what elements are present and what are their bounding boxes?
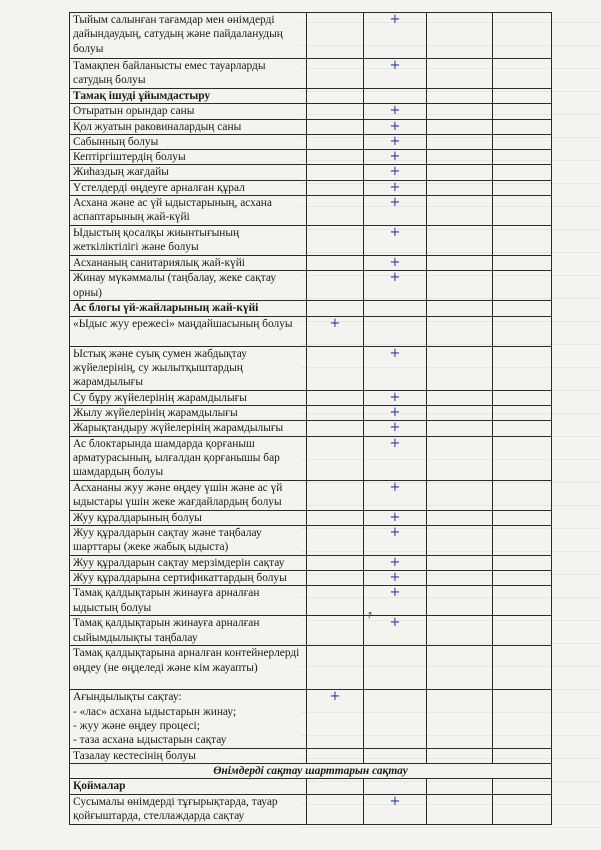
- check-cell-2[interactable]: [364, 180, 427, 195]
- check-cell-2[interactable]: [364, 256, 427, 271]
- section-row: [70, 89, 552, 104]
- requirement-cell: Кептіргіштердің болуы: [70, 150, 307, 165]
- check-cell-4[interactable]: [493, 779, 552, 794]
- check-cell-1[interactable]: [307, 196, 364, 226]
- check-cell-4[interactable]: [493, 571, 552, 586]
- section-heading: Тамақ ішуді ұйымдастыру: [70, 89, 307, 104]
- check-cell-4[interactable]: [493, 119, 552, 134]
- check-mark-plus: +: [389, 390, 401, 405]
- check-cell-1[interactable]: [307, 690, 364, 748]
- check-mark-plus: +: [329, 689, 341, 705]
- table-row: [70, 59, 552, 89]
- check-cell-2[interactable]: [364, 226, 427, 256]
- check-cell-2[interactable]: [364, 571, 427, 586]
- requirement-cell: Тамақпен байланысты емес тауарларды сатудың болуы: [70, 59, 307, 89]
- check-cell-2[interactable]: [364, 690, 427, 748]
- check-mark-plus: +: [389, 480, 401, 495]
- table-row: [70, 165, 552, 180]
- check-cell-3[interactable]: [427, 256, 493, 271]
- check-cell-4[interactable]: [493, 525, 552, 555]
- table-row: [70, 316, 552, 346]
- requirement-cell: Жинау мүкәммалы (таңбалау, жеке сақтау орны): [70, 271, 307, 301]
- check-mark-plus: +: [389, 570, 401, 586]
- table-row: [70, 346, 552, 390]
- check-mark-plus: +: [389, 164, 401, 180]
- check-cell-2[interactable]: [364, 405, 427, 420]
- requirement-cell: Ағындылықты сақтау: - «лас» асхана ыдыстарын жинау; - жуу және өңдеу процесі; - таза асхана ыдыстарын сақтау: [70, 690, 307, 748]
- check-cell-3[interactable]: [427, 316, 493, 346]
- check-cell-2[interactable]: [364, 301, 427, 316]
- check-mark-plus: +: [389, 270, 401, 286]
- checklist-table: [69, 12, 552, 825]
- check-cell-1[interactable]: [307, 571, 364, 586]
- check-cell-1[interactable]: [307, 104, 364, 119]
- check-cell-2[interactable]: [364, 436, 427, 480]
- table-row: [70, 690, 552, 748]
- requirement-cell: Сусымалы өнімдерді тұғырықтарда, тауар қойғыштарда, стеллаждарда сақтау: [70, 794, 307, 824]
- check-cell-1[interactable]: [307, 150, 364, 165]
- table-row: [70, 134, 552, 149]
- table-row: [70, 794, 552, 824]
- check-mark-plus: +: [389, 525, 401, 540]
- check-cell-1[interactable]: [307, 510, 364, 525]
- check-cell-1[interactable]: [307, 13, 364, 59]
- check-cell-4[interactable]: [493, 794, 552, 824]
- requirement-cell: Жуу құралдарын сақтау және таңбалау шарттары (жеке жабық ыдыста): [70, 525, 307, 555]
- requirement-cell: Тыйым салынған тағамдар мен өнімдерді дайындаудың, сатудың және пайдаланудың болуы: [70, 13, 307, 59]
- check-cell-4[interactable]: [493, 405, 552, 420]
- check-cell-4[interactable]: [493, 555, 552, 570]
- check-cell-3[interactable]: [427, 134, 493, 149]
- check-cell-1[interactable]: [307, 301, 364, 316]
- check-cell-4[interactable]: [493, 316, 552, 346]
- check-cell-4[interactable]: [493, 256, 552, 271]
- check-cell-1[interactable]: [307, 436, 364, 480]
- table-row: [70, 748, 552, 763]
- table-row: [70, 405, 552, 420]
- check-cell-4[interactable]: [493, 480, 552, 510]
- check-cell-3[interactable]: [427, 690, 493, 748]
- requirement-cell: Асхана және ас үй ыдыстарының, асхана аспаптарының жай-күйі: [70, 196, 307, 226]
- table-row: [70, 13, 552, 59]
- check-mark-plus: +: [389, 346, 401, 361]
- table-row: [70, 180, 552, 195]
- check-mark-plus: +: [389, 225, 401, 241]
- check-cell-2[interactable]: [364, 525, 427, 555]
- section-row: [70, 763, 552, 778]
- table-row: [70, 104, 552, 119]
- section-heading: Ас блогы үй-жайларының жай-күйі: [70, 301, 307, 316]
- check-cell-1[interactable]: [307, 316, 364, 346]
- check-cell-1[interactable]: [307, 525, 364, 555]
- check-cell-4[interactable]: [493, 690, 552, 748]
- table-row: [70, 555, 552, 570]
- requirement-cell: Отыратын орындар саны: [70, 104, 307, 119]
- check-cell-2[interactable]: [364, 271, 427, 301]
- requirement-cell: Асхананың санитариялық жай-күйі: [70, 256, 307, 271]
- check-cell-3[interactable]: [427, 480, 493, 510]
- requirement-cell: Ыстық және суық сумен жабдықтау жүйелерінің, су жылытқыштардың жарамдылығы: [70, 346, 307, 390]
- check-cell-4[interactable]: [493, 134, 552, 149]
- table-row: [70, 421, 552, 436]
- check-cell-2[interactable]: [364, 346, 427, 390]
- table-row: [70, 150, 552, 165]
- check-mark-plus: +: [389, 134, 401, 149]
- check-cell-4[interactable]: [493, 89, 552, 104]
- check-cell-2[interactable]: [364, 165, 427, 180]
- check-mark-plus: +: [389, 794, 401, 809]
- check-cell-3[interactable]: [427, 89, 493, 104]
- check-cell-2[interactable]: [364, 480, 427, 510]
- requirement-cell: Жуу құралдарын сақтау мерзімдерін сақтау: [70, 555, 307, 570]
- requirement-cell: «Ыдыс жуу ережесі» маңдайшасының болуы: [70, 316, 307, 346]
- check-cell-2[interactable]: [364, 104, 427, 119]
- check-mark-plus: +: [329, 316, 341, 331]
- check-cell-2[interactable]: [364, 646, 427, 690]
- check-mark-plus: +: [389, 180, 401, 195]
- check-cell-3[interactable]: [427, 150, 493, 165]
- check-cell-4[interactable]: [493, 421, 552, 436]
- requirement-cell: Сабынның болуы: [70, 134, 307, 149]
- check-cell-4[interactable]: [493, 180, 552, 195]
- requirement-cell: Жуу құралдарына сертификаттардың болуы: [70, 571, 307, 586]
- checklist-body: [70, 13, 552, 825]
- check-cell-4[interactable]: [493, 748, 552, 763]
- check-cell-1[interactable]: [307, 480, 364, 510]
- check-cell-1[interactable]: [307, 555, 364, 570]
- check-cell-1[interactable]: [307, 119, 364, 134]
- check-cell-4[interactable]: [493, 646, 552, 690]
- check-cell-1[interactable]: [307, 89, 364, 104]
- check-cell-3[interactable]: [427, 165, 493, 180]
- requirement-cell: Жарықтандыру жүйелерінің жарамдылығы: [70, 421, 307, 436]
- check-cell-1[interactable]: [307, 271, 364, 301]
- check-cell-1[interactable]: [307, 405, 364, 420]
- check-cell-2[interactable]: [364, 794, 427, 824]
- check-cell-2[interactable]: [364, 510, 427, 525]
- check-cell-4[interactable]: [493, 165, 552, 180]
- check-cell-4[interactable]: [493, 271, 552, 301]
- requirement-cell: Жуу құралдарының болуы: [70, 510, 307, 525]
- check-cell-4[interactable]: [493, 104, 552, 119]
- check-cell-4[interactable]: [493, 346, 552, 390]
- check-cell-3[interactable]: [427, 271, 493, 301]
- check-cell-4[interactable]: [493, 390, 552, 405]
- check-mark-plus: +: [389, 12, 401, 27]
- table-row: [70, 196, 552, 226]
- section-row: [70, 301, 552, 316]
- table-row: [70, 510, 552, 525]
- table-row: [70, 525, 552, 555]
- check-mark-plus: +: [389, 195, 401, 211]
- check-cell-3[interactable]: [427, 390, 493, 405]
- check-mark-plus: +: [389, 420, 401, 436]
- check-cell-2[interactable]: [364, 616, 427, 646]
- table-row: [70, 390, 552, 405]
- section-heading: Қоймалар: [70, 779, 307, 794]
- check-cell-4[interactable]: [493, 301, 552, 316]
- check-cell-4[interactable]: [493, 510, 552, 525]
- check-cell-4[interactable]: [493, 59, 552, 89]
- stray-pen-mark: ↗: [363, 608, 376, 622]
- requirement-cell: Тамақ қалдықтарын жинауға арналған ыдыстың болуы: [70, 586, 307, 616]
- check-cell-3[interactable]: [427, 748, 493, 763]
- requirement-cell: Жылу жүйелерінің жарамдылығы: [70, 405, 307, 420]
- check-cell-1[interactable]: [307, 165, 364, 180]
- check-cell-2[interactable]: [364, 134, 427, 149]
- check-cell-2[interactable]: [364, 59, 427, 89]
- check-cell-1[interactable]: [307, 779, 364, 794]
- check-cell-3[interactable]: [427, 13, 493, 59]
- requirement-cell: Үстелдерді өңдеуге арналған құрал: [70, 180, 307, 195]
- check-cell-1[interactable]: [307, 748, 364, 763]
- check-cell-2[interactable]: [364, 779, 427, 794]
- requirement-cell: Ыдыстың қосалқы жиынтығының жеткіліктілігі және болуы: [70, 226, 307, 256]
- check-cell-3[interactable]: [427, 616, 493, 646]
- check-mark-plus: +: [389, 405, 401, 420]
- section-row: [70, 779, 552, 794]
- requirement-cell: Қол жуатын раковиналардың саны: [70, 119, 307, 134]
- check-cell-3[interactable]: [427, 436, 493, 480]
- check-cell-3[interactable]: [427, 180, 493, 195]
- check-cell-3[interactable]: [427, 421, 493, 436]
- check-cell-2[interactable]: [364, 119, 427, 134]
- check-cell-3[interactable]: [427, 226, 493, 256]
- check-cell-3[interactable]: [427, 555, 493, 570]
- table-row: [70, 226, 552, 256]
- check-cell-1[interactable]: [307, 616, 364, 646]
- check-mark-plus: +: [389, 615, 401, 631]
- check-cell-2[interactable]: [364, 89, 427, 104]
- requirement-cell: Су бұру жүйелерінің жарамдылығы: [70, 390, 307, 405]
- check-cell-4[interactable]: [493, 436, 552, 480]
- check-cell-4[interactable]: [493, 13, 552, 59]
- check-cell-4[interactable]: [493, 150, 552, 165]
- table-row: [70, 256, 552, 271]
- check-cell-3[interactable]: [427, 646, 493, 690]
- check-cell-1[interactable]: [307, 180, 364, 195]
- check-mark-plus: +: [389, 58, 401, 73]
- check-cell-3[interactable]: [427, 346, 493, 390]
- check-cell-2[interactable]: [364, 586, 427, 616]
- check-cell-1[interactable]: [307, 646, 364, 690]
- check-cell-3[interactable]: [427, 196, 493, 226]
- check-cell-4[interactable]: [493, 196, 552, 226]
- check-cell-4[interactable]: [493, 586, 552, 616]
- requirement-cell: Жиһаздың жағдайы: [70, 165, 307, 180]
- check-cell-3[interactable]: [427, 59, 493, 89]
- check-mark-plus: +: [389, 585, 401, 601]
- table-row: [70, 480, 552, 510]
- check-cell-4[interactable]: [493, 616, 552, 646]
- check-cell-1[interactable]: [307, 586, 364, 616]
- check-cell-3[interactable]: [427, 525, 493, 555]
- check-cell-3[interactable]: [427, 301, 493, 316]
- check-cell-4[interactable]: [493, 226, 552, 256]
- check-cell-2[interactable]: [364, 555, 427, 570]
- check-cell-3[interactable]: [427, 510, 493, 525]
- requirement-cell: Тамақ қалдықтарын жинауға арналған сыйымдылықты таңбалау: [70, 616, 307, 646]
- check-cell-2[interactable]: [364, 13, 427, 59]
- check-cell-1[interactable]: [307, 256, 364, 271]
- requirement-cell: Тазалау кестесінің болуы: [70, 748, 307, 763]
- check-mark-plus: +: [389, 436, 401, 451]
- table-row: [70, 571, 552, 586]
- check-cell-3[interactable]: [427, 104, 493, 119]
- check-cell-2[interactable]: [364, 421, 427, 436]
- requirement-cell: Асхананы жуу және өңдеу үшін және ас үй ыдыстары үшін жеке жағдайлардың болуы: [70, 480, 307, 510]
- check-mark-plus: +: [389, 119, 401, 134]
- table-row: [70, 436, 552, 480]
- check-cell-2[interactable]: [364, 196, 427, 226]
- requirement-cell: Тамақ қалдықтарына арналған контейнерлерді өңдеу (не өңделеді және кім жауапты): [70, 646, 307, 690]
- check-cell-3[interactable]: [427, 119, 493, 134]
- check-cell-1[interactable]: [307, 794, 364, 824]
- table-row: [70, 119, 552, 134]
- check-mark-plus: +: [389, 555, 401, 570]
- check-cell-2[interactable]: [364, 390, 427, 405]
- table-row: [70, 616, 552, 646]
- check-cell-3[interactable]: [427, 405, 493, 420]
- requirement-cell: Ас блоктарында шамдарда қорғаныш арматурасының, ылғалдан қорғанышы бар шамдардың болуы: [70, 436, 307, 480]
- check-mark-plus: +: [389, 255, 401, 271]
- table-row: [70, 271, 552, 301]
- check-cell-3[interactable]: [427, 794, 493, 824]
- check-cell-2[interactable]: [364, 316, 427, 346]
- check-cell-1[interactable]: [307, 226, 364, 256]
- check-cell-1[interactable]: [307, 346, 364, 390]
- check-cell-1[interactable]: [307, 421, 364, 436]
- table-row: [70, 646, 552, 690]
- section-heading: Өнімдерді сақтау шарттарын сақтау: [70, 763, 552, 778]
- table-row: [70, 586, 552, 616]
- check-mark-plus: +: [389, 149, 401, 165]
- check-cell-2[interactable]: [364, 748, 427, 763]
- check-cell-1[interactable]: [307, 390, 364, 405]
- check-mark-plus: +: [389, 103, 401, 119]
- check-cell-1[interactable]: [307, 134, 364, 149]
- check-cell-3[interactable]: [427, 571, 493, 586]
- check-cell-2[interactable]: [364, 150, 427, 165]
- check-cell-3[interactable]: [427, 779, 493, 794]
- check-mark-plus: +: [389, 510, 401, 525]
- check-cell-1[interactable]: [307, 59, 364, 89]
- check-cell-3[interactable]: [427, 586, 493, 616]
